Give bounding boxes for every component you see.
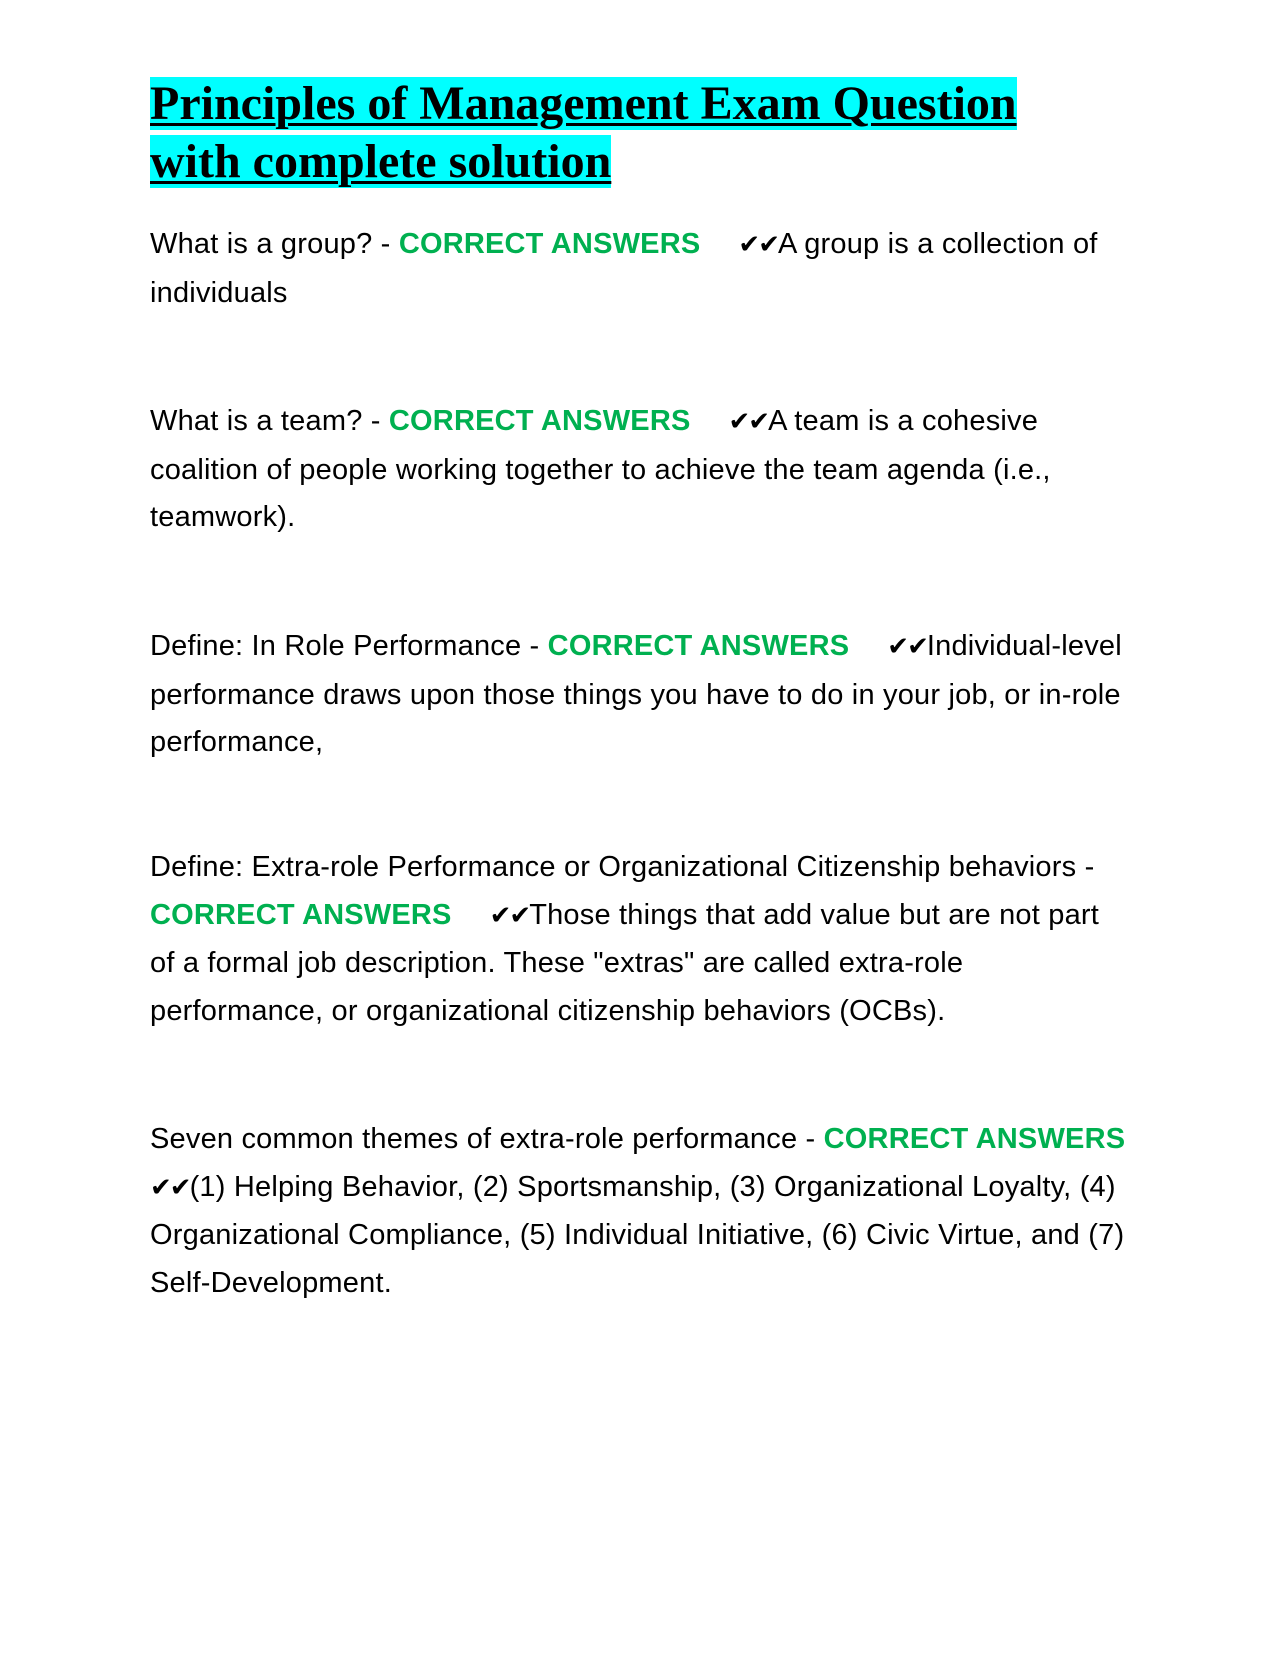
answer-text: (1) Helping Behavior, (2) Sportsmanship, (3) Organizational Loyalty, (4) Organizational Compliance, (5) Individual Initiative, (6) Civic Virtue, and (7) Self-Development. bbox=[150, 1170, 1125, 1299]
correct-answers-label: CORRECT ANSWERS bbox=[150, 898, 452, 931]
correct-answers-label: CORRECT ANSWERS bbox=[823, 1123, 1126, 1155]
double-check-icon: ✔✔ bbox=[887, 632, 927, 662]
qa-item-team bbox=[150, 398, 1130, 542]
qa-item-group bbox=[150, 221, 1130, 317]
question-text: Seven common themes of extra-role performance - bbox=[150, 1123, 824, 1155]
document-title bbox=[150, 75, 1150, 191]
qa-item-in-role-performance bbox=[150, 623, 1130, 767]
answer-text: Individual-level performance draws upon those things you have to do in your job, or in-role performance, bbox=[150, 630, 1122, 758]
answer-text: A team is a cohesive coalition of people working together to achieve the team agenda (i.e., teamwork). bbox=[150, 405, 1051, 533]
answer-text: A group is a collection of individuals bbox=[150, 228, 1098, 309]
question-text: Define: In Role Performance - bbox=[150, 630, 548, 662]
question-text: Define: Extra-role Performance or Organizational Citizenship behaviors - bbox=[150, 851, 1095, 883]
double-check-icon: ✔✔ bbox=[728, 407, 769, 437]
correct-answers-label: CORRECT ANSWERS bbox=[388, 405, 691, 437]
answer-text: Those things that add value but are not part of a formal job description. These "extras" are called extra-role performance, or organizational citizenship behaviors (OCBs). bbox=[150, 898, 1100, 1027]
double-check-icon: ✔✔ bbox=[738, 230, 778, 260]
title-line-1: Principles of Management Exam Question bbox=[150, 77, 1017, 130]
double-check-icon: ✔✔ bbox=[489, 900, 530, 931]
correct-answers-label: CORRECT ANSWERS bbox=[547, 630, 850, 662]
correct-answers-label: CORRECT ANSWERS bbox=[398, 228, 701, 260]
question-text: What is a group? - bbox=[150, 228, 399, 260]
double-check-icon: ✔✔ bbox=[150, 1172, 190, 1203]
question-text: What is a team? - bbox=[150, 405, 389, 437]
title-line-2: with complete solution bbox=[150, 135, 612, 188]
qa-item-seven-themes bbox=[150, 1116, 1130, 1307]
qa-item-extra-role-performance bbox=[150, 844, 1130, 1035]
